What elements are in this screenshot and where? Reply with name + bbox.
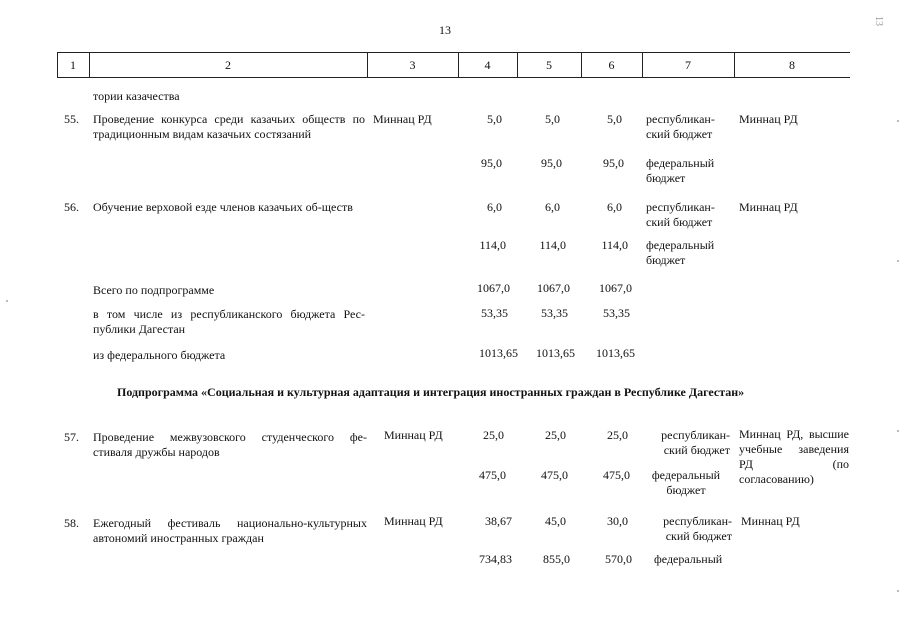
- responsible: Миннац РД: [741, 514, 800, 528]
- activity-name: Проведение конкурса среди казачьих обществ по традиционным видам казачьих состязаний: [93, 112, 365, 141]
- header-col-1: 1: [70, 58, 76, 72]
- row-number: 56.: [64, 200, 79, 214]
- row-number: 58.: [64, 516, 79, 530]
- header-col-5: 5: [546, 58, 552, 72]
- activity-name: Проведение межвузовского студенческого фе-стиваля дружбы народов: [93, 430, 367, 459]
- value-col6: 6,0: [607, 200, 622, 214]
- value-col5: 1067,0: [537, 281, 570, 295]
- value-col4: 1013,65: [479, 346, 518, 360]
- scan-artifact: [897, 260, 899, 262]
- header-col-8: 8: [789, 58, 795, 72]
- value-col6: 5,0: [607, 112, 622, 126]
- funding-source: федеральный бюджет: [651, 468, 721, 497]
- executor: Миннац РД: [384, 428, 443, 442]
- value-col4: 25,0: [483, 428, 504, 442]
- responsible: Миннац РД, высшие учебные заведения РД (по согласованию): [739, 427, 849, 486]
- scan-artifact: [897, 120, 899, 122]
- value-col5: 1013,65: [536, 346, 575, 360]
- funding-source: федеральный бюджет: [646, 238, 715, 267]
- funding-source: федеральный: [654, 552, 723, 566]
- responsible: Миннац РД: [739, 200, 798, 214]
- scan-artifact: [897, 430, 899, 432]
- funding-source: республикан-ский бюджет: [661, 428, 730, 457]
- funding-source: республикан-ский бюджет: [646, 112, 715, 141]
- value-col5: 6,0: [545, 200, 560, 214]
- responsible: Миннац РД: [739, 112, 798, 126]
- funding-source: федеральный бюджет: [646, 156, 715, 185]
- executor: Миннац РД: [373, 112, 432, 126]
- header-col-7: 7: [685, 58, 691, 72]
- funding-source: республикан-ский бюджет: [646, 200, 715, 229]
- subprogram-title: Подпрограмма «Социальная и культурная адаптация и интеграция иностранных граждан в Республике Дагестан»: [117, 385, 745, 399]
- carry-over-text: тории казачества: [93, 89, 180, 103]
- federal-budget-label: из федерального бюджета: [93, 348, 226, 362]
- value-col6: 1013,65: [596, 346, 635, 360]
- value-col6: 25,0: [607, 428, 628, 442]
- scan-artifact: [897, 590, 899, 592]
- value-col6: 53,35: [603, 306, 630, 320]
- value-col4: 38,67: [485, 514, 512, 528]
- value-col5: 114,0: [539, 238, 566, 252]
- value-col4: 475,0: [479, 468, 506, 482]
- header-col-6: 6: [608, 58, 615, 72]
- value-col4: 95,0: [481, 156, 502, 170]
- value-col6: 114,0: [601, 238, 628, 252]
- activity-name: Обучение верховой езде членов казачьих об-ществ: [93, 200, 353, 214]
- row-number: 57.: [64, 430, 79, 444]
- edge-page-number: 13: [873, 16, 884, 26]
- funding-source: республикан-ский бюджет: [663, 514, 732, 543]
- page-number: 13: [439, 23, 451, 37]
- value-col6: 95,0: [603, 156, 624, 170]
- value-col4: 6,0: [487, 200, 502, 214]
- value-col5: 53,35: [541, 306, 568, 320]
- value-col6: 1067,0: [599, 281, 632, 295]
- value-col5: 95,0: [541, 156, 562, 170]
- totals-label: Всего по подпрограмме: [93, 283, 215, 297]
- value-col5: 45,0: [545, 514, 566, 528]
- value-col4: 1067,0: [477, 281, 510, 295]
- header-col-2: 2: [225, 58, 231, 72]
- value-col6: 30,0: [607, 514, 628, 528]
- value-col5: 475,0: [541, 468, 568, 482]
- value-col5: 25,0: [545, 428, 566, 442]
- value-col6: 570,0: [605, 552, 632, 566]
- header-top-border: [57, 52, 850, 53]
- row-number: 55.: [64, 112, 79, 126]
- executor: Миннац РД: [384, 514, 443, 528]
- value-col4: 53,35: [481, 306, 508, 320]
- republic-budget-label: в том числе из республиканского бюджета Рес-публики Дагестан: [93, 307, 365, 336]
- value-col5: 855,0: [543, 552, 570, 566]
- header-bottom-border: [57, 77, 850, 78]
- header-col-3: 3: [409, 58, 416, 72]
- value-col4: 114,0: [479, 238, 506, 252]
- value-col4: 734,83: [479, 552, 512, 566]
- value-col4: 5,0: [487, 112, 502, 126]
- activity-name: Ежегодный фестиваль национально-культурных автономий иностранных граждан: [93, 516, 367, 545]
- scan-artifact: [6, 300, 8, 302]
- header-col-4: 4: [484, 58, 491, 72]
- value-col6: 475,0: [603, 468, 630, 482]
- value-col5: 5,0: [545, 112, 560, 126]
